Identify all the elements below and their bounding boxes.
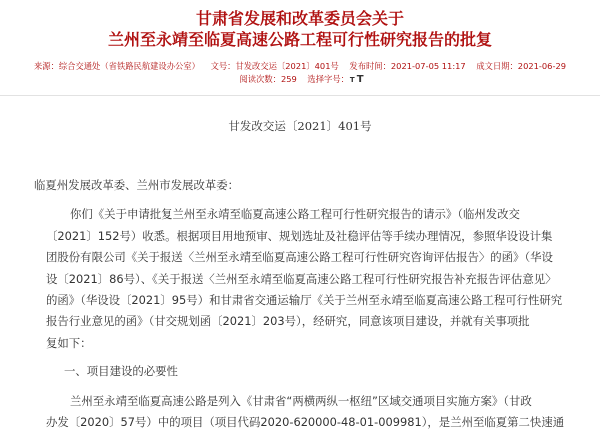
addressee: 临夏州发展改革委、兰州市发展改革委： bbox=[34, 178, 240, 192]
paragraph-1-line: 〔2021〕152号）收悉。根据项目用地预审、规划选址及社稳评估等手续办理情况，参照华设设计集 bbox=[46, 228, 553, 243]
paragraph-1-line: 报告行业意见的函》（甘交规划函〔2021〕203号），经研究，同意该项目建设，并就有关事项批 bbox=[46, 314, 530, 329]
article-meta bbox=[0, 60, 600, 87]
paragraph-1-line: 设〔2021〕86号）、《关于报送〈兰州至永靖至临夏高速公路工程可行性研究报告补充报告评估意见〉 bbox=[46, 271, 557, 286]
meta-source: 来源：综合交通处（省铁路民航建设办公室） bbox=[33, 61, 200, 71]
font-size-small-button[interactable]: T bbox=[349, 76, 355, 84]
header bbox=[0, 0, 600, 96]
font-size-large-button[interactable]: T bbox=[356, 74, 364, 85]
meta-views: 阅读次数：259 bbox=[239, 74, 297, 84]
divider bbox=[0, 95, 600, 96]
title-line-2: 兰州至永靖至临夏高速公路工程可行性研究报告的批复 bbox=[107, 30, 492, 49]
meta-write-date: 成文日期：2021-06-29 bbox=[476, 61, 567, 71]
paragraph-1-line: 的函》（华设设〔2021〕95号）和甘肃省交通运输厅《关于兰州至永靖至临夏高速公路工程可行性研究 bbox=[46, 293, 563, 308]
meta-publish-time: 发布时间：2021-07-05 11:17 bbox=[349, 61, 466, 71]
paragraph-2 bbox=[46, 391, 580, 433]
paragraph-1-line: 复如下： bbox=[46, 335, 92, 350]
article-title bbox=[0, 8, 600, 50]
paragraph-1-line: 团股份有限公司《关于报送〈兰州至永靖至临夏高速公路工程可行性研究咨询评估报告〉的函》（华设 bbox=[46, 250, 553, 265]
font-size-label: 选择字号： bbox=[307, 74, 349, 84]
paragraph-1 bbox=[46, 204, 580, 354]
paragraph-2-line: 办发〔2020〕57号）中的项目（项目代码2020-620000-48-01-009981），是兰州至临夏第二快速通 bbox=[46, 415, 565, 430]
meta-doc-number: 文号：甘发改交运〔2021〕401号 bbox=[210, 61, 339, 71]
paragraph-1-line: 你们《关于申请批复兰州至永靖至临夏高速公路工程可行性研究报告的请示》（临州发改交 bbox=[70, 207, 520, 222]
document-number: 甘发改交运〔2021〕401号 bbox=[228, 119, 372, 133]
title-line-1: 甘肃省发展和改革委员会关于 bbox=[195, 9, 404, 28]
article-body bbox=[34, 175, 580, 433]
paragraph-2-line: 兰州至永靖至临夏高速公路是列入《甘肃省“两横两纵一枢纽”区域交通项目实施方案》（甘政 bbox=[70, 393, 532, 408]
section-heading-1: 一、项目建设的必要性 bbox=[64, 364, 178, 379]
